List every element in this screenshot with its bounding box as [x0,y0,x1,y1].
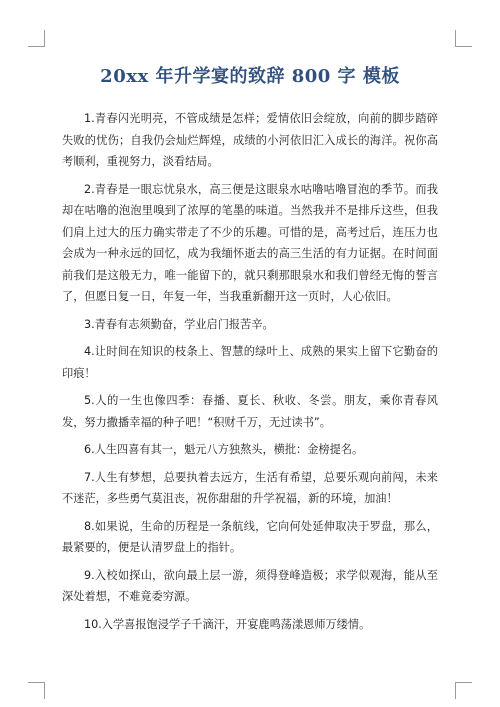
document-title: 20xx 年升学宴的致辞 800 字 模板 [100,66,400,87]
paragraph-2: 2.青春是一眼忘忧泉水，高三便是这眼泉水咕噜咕噜冒泡的季节。而我却在咕噜的泡泡里嗅到了浓厚的笔墨的味道。当然我并不是排斥这些，但我们肩上过大的压力确实带走了不少的乐趣。可惜的是，高考过后，连压力也会成为一种永远的回忆，成为我缅怀逝去的高三生活的有力证据。在时间面前我们是这般无力，唯一能留下的，就只剩那眼泉水和我们曾经无悔的誓言了，但愿日复一日，年复一年，当我重新翻开这一页时，人心依旧。 [62,182,438,303]
paragraph-1: 1.青春闪光明亮，不管成绩是怎样；爱情依旧会绽放，向前的脚步踏碎失败的忧伤；自我仍会灿烂辉煌，成绩的小河依旧汇入成长的海洋。祝你高考顺利，重视努力，淡看结局。 [62,112,438,168]
paragraph-4: 4.让时间在知识的枝条上、智慧的绿叶上、成熟的果实上留下它勤奋的印痕！ [62,345,438,380]
paragraph-10: 10.入学喜报饱浸学子千滴汗，开宴鹿鸣荡漾恩师万缕情。 [84,617,371,631]
paragraph-8: 8.如果说，生命的历程是一条航线，它向何处延伸取决于罗盘，那么，最紧要的，便是认清罗盘上的指针。 [62,519,438,554]
crop-mark-bottom-left [28,682,45,699]
paragraph-5: 5.人的一生也像四季：春播、夏长、秋收、冬尝。朋友，乘你青春风发，努力撒播幸福的种子吧！“积财千万，无过读书”。 [62,394,438,429]
crop-mark-bottom-right [455,682,472,699]
crop-mark-top-right [455,30,472,47]
paragraph-7: 7.人生有梦想，总要执着去远方，生活有希望，总要乐观向前闯，未来不迷茫，多些勇气莫沮丧，祝你甜甜的升学祝福，新的环境，加油！ [62,470,438,505]
paragraph-3: 3.青春有志须勤奋，学业启门报苦辛。 [84,317,274,331]
paragraph-6: 6.人生四喜有其一，魁元八方独熬头，横批：金榜提名。 [84,443,364,456]
crop-mark-top-left [28,30,45,47]
paragraph-9: 9.入校如探山，欲向最上层一游，须得登峰造极；求学似观海，能从至深处着想，不难竟委穷源。 [62,568,438,603]
document-body [62,108,438,641]
